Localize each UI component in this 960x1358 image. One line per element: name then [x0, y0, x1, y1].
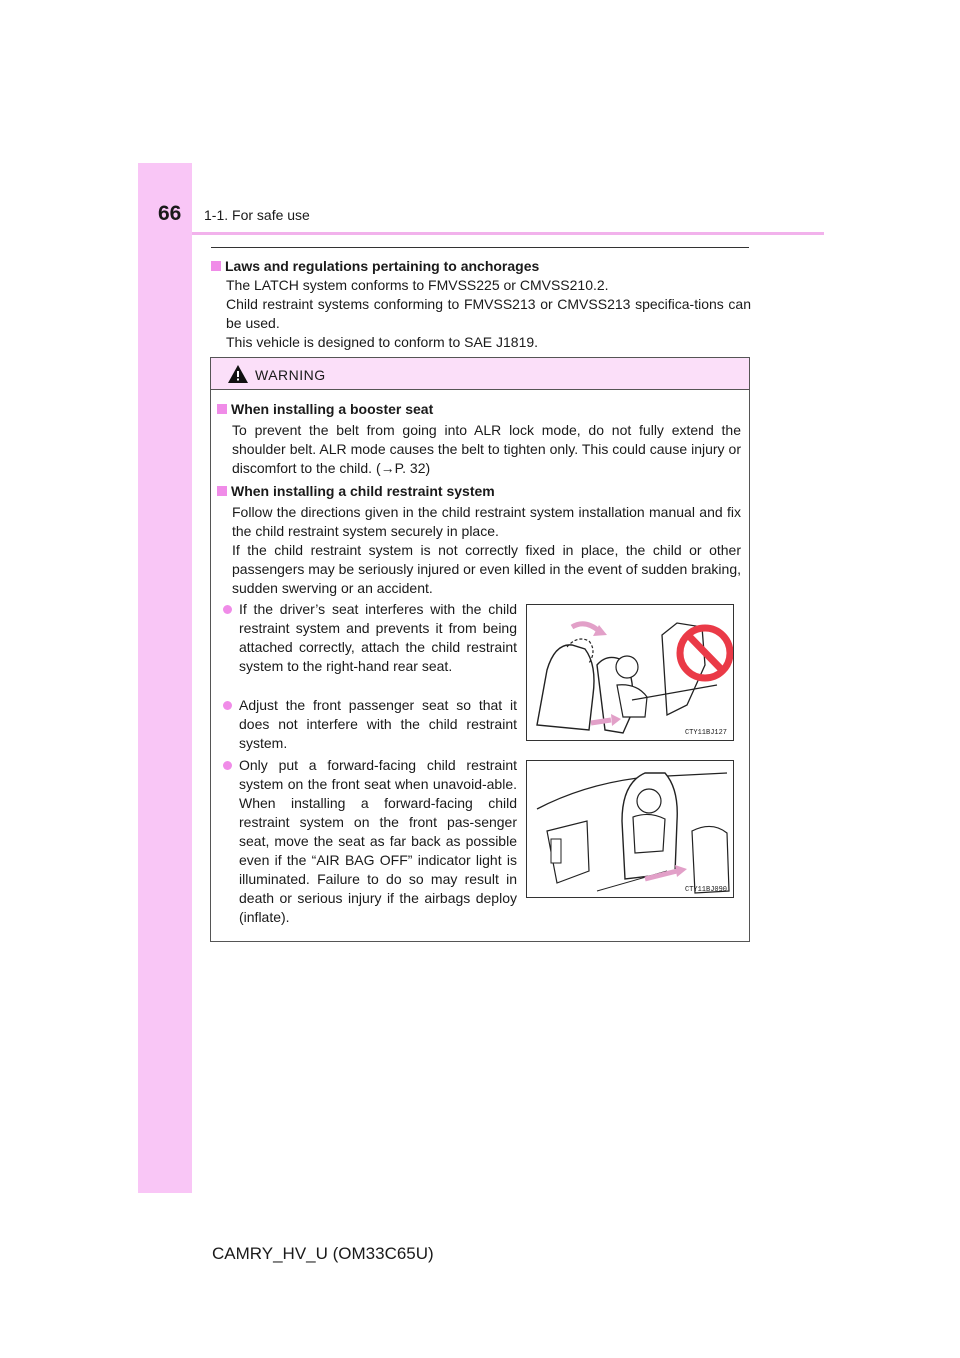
crs-heading: When installing a child restraint system [217, 482, 741, 501]
circle-bullet-icon [223, 605, 232, 614]
warning-triangle-icon [228, 365, 248, 383]
warning-header [211, 358, 749, 390]
bullet-item: Adjust the front passenger seat so that it does not interfere with the child restraint system. [223, 696, 517, 753]
figure-front-seat [526, 760, 734, 898]
header-rule [192, 232, 824, 235]
child-seat-interference-illustration [527, 605, 734, 741]
warning-label: WARNING [255, 367, 326, 383]
square-bullet-icon [217, 486, 227, 496]
bullet-item: Only put a forward-facing child restraint system on the front seat when unavoid-able. When installing a forward-facing child restraint system on the front pas-senger seat, move the seat as far back as possible even if the “AIR BAG OFF” indicator light is illuminated. Failure to do so may result in death or serious injury if the airbags deploy (inflate). [223, 756, 517, 927]
figure-rear-seat [526, 604, 734, 741]
page-footer: CAMRY_HV_U (OM33C65U) [212, 1244, 434, 1263]
laws-heading: Laws and regulations pertaining to anchorages [211, 257, 751, 276]
crs-text-2: If the child restraint system is not correctly fixed in place, the child or other passengers may be seriously injured or even killed in the event of sudden braking, sudden swerving or an accident. [232, 542, 741, 596]
laws-section [211, 257, 751, 352]
booster-heading: When installing a booster seat [217, 400, 741, 419]
figure-code: CTY11BJ090 [684, 886, 727, 894]
content-top-rule [211, 247, 749, 248]
square-bullet-icon [211, 261, 221, 271]
warning-body [217, 400, 741, 602]
figure-code: CTY11BJ127 [684, 729, 727, 737]
crs-text-1: Follow the directions given in the child restraint system installation manual and fix the child restraint system securely in place. [232, 504, 741, 539]
circle-bullet-icon [223, 701, 232, 710]
laws-line: This vehicle is designed to conform to SAE J1819. [226, 334, 539, 350]
page-number: 66 [158, 202, 182, 225]
section-title: 1-1. For safe use [204, 207, 310, 223]
booster-text: To prevent the belt from going into ALR lock mode, do not fully extend the shoulder belt. ALR mode causes the belt to tighten only. This could cause injury or discomfort to the child. (→P. 32) [232, 422, 741, 476]
warning-box [210, 357, 750, 942]
circle-bullet-icon [223, 761, 232, 770]
laws-body [211, 276, 751, 352]
forward-facing-child-seat-illustration [527, 761, 734, 898]
bullet-item: If the driver’s seat interferes with the child restraint system and prevents it from being attached correctly, attach the child restraint system to the right-hand rear seat. [223, 600, 517, 676]
laws-line: The LATCH system conforms to FMVSS225 or CMVSS210.2. [226, 277, 609, 293]
side-tab-band [138, 163, 192, 1193]
square-bullet-icon [217, 404, 227, 414]
laws-line: Child restraint systems conforming to FMVSS213 or CMVSS213 specifica-tions can be used. [226, 296, 751, 331]
